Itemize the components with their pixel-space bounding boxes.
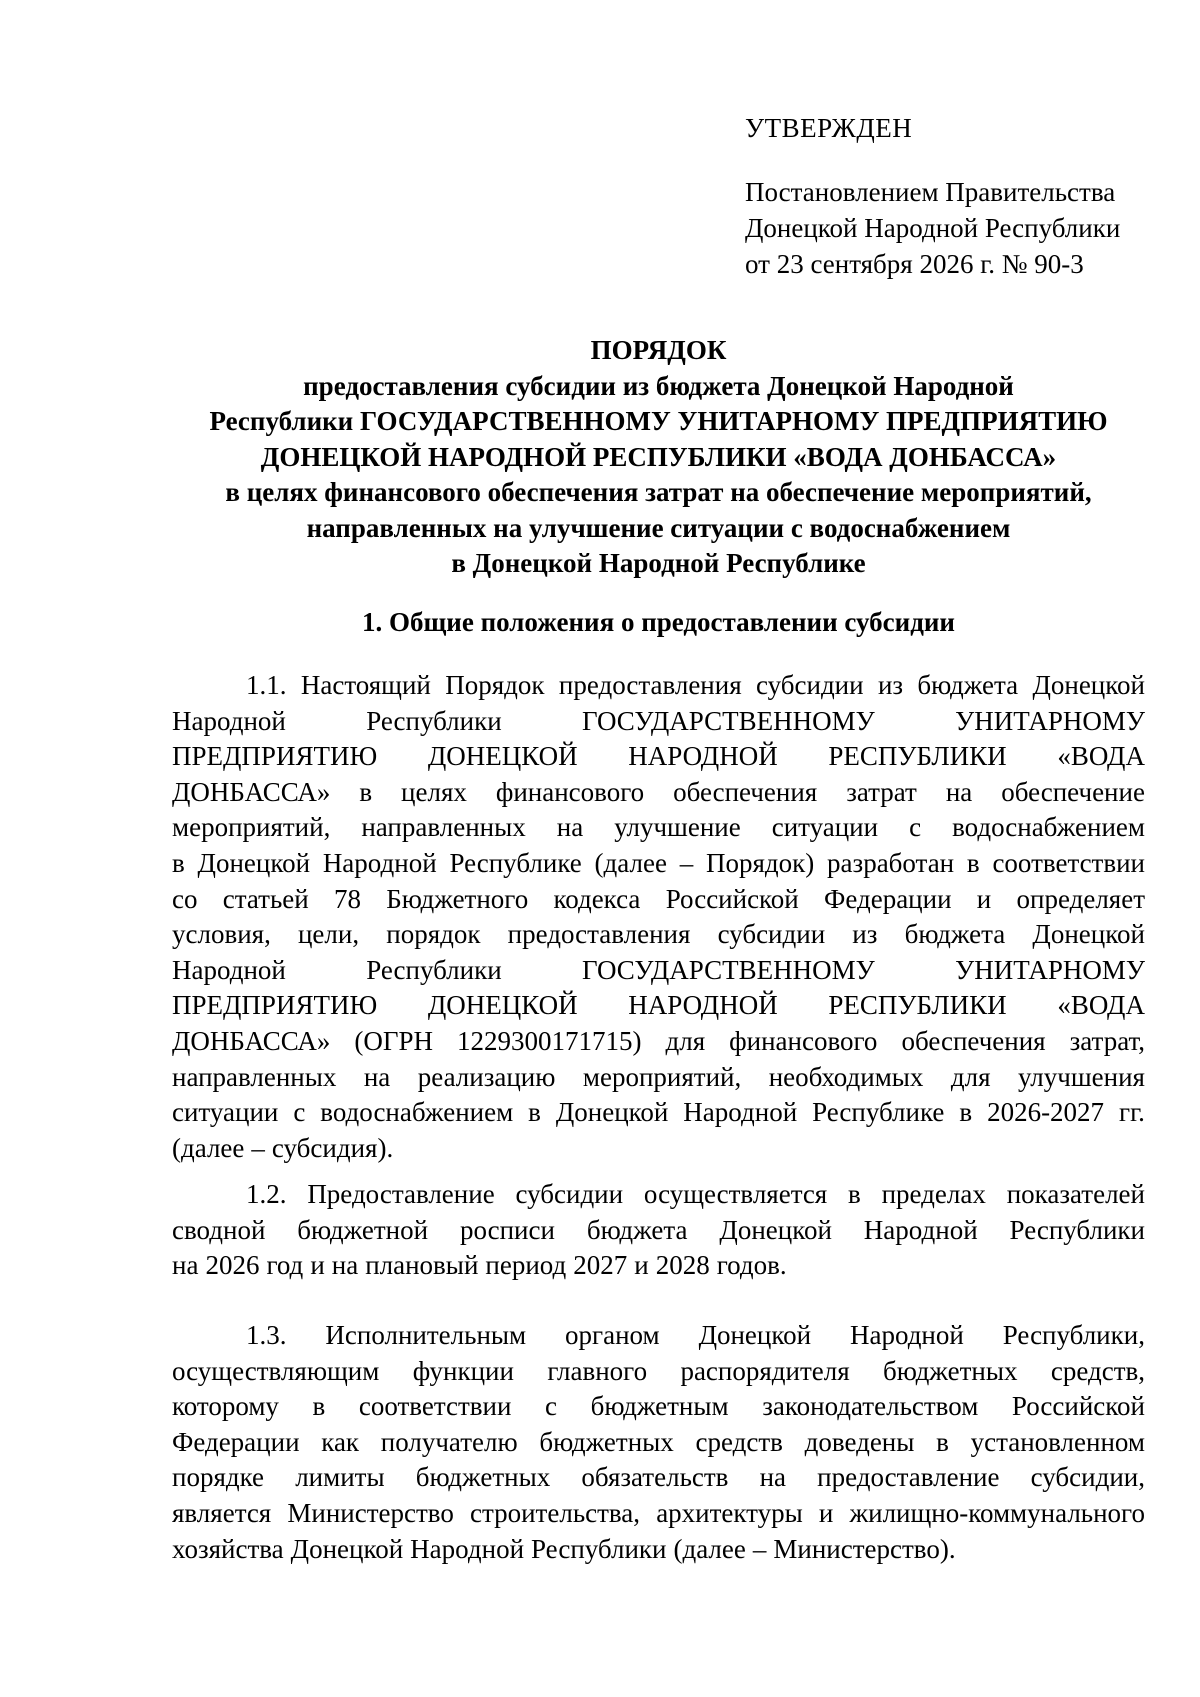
word: с — [545, 1391, 557, 1422]
word: разработан — [827, 847, 955, 878]
paragraph-line — [172, 810, 1145, 846]
word: лимиты — [295, 1462, 385, 1493]
word: строительства, — [470, 1497, 641, 1528]
paragraph-line — [172, 1131, 1145, 1167]
word: условия, — [172, 919, 271, 950]
word: Донецкой — [1032, 670, 1145, 700]
word: субсидии — [515, 1179, 624, 1209]
word: обеспечение — [1001, 776, 1145, 807]
word: Республики — [531, 1533, 667, 1564]
word: период — [485, 1250, 567, 1281]
word: и — [310, 1250, 325, 1281]
word: обеспечения — [901, 1025, 1046, 1056]
word: получателю — [380, 1426, 518, 1457]
word: – — [679, 847, 694, 878]
word: 2027 — [573, 1250, 628, 1281]
word: Республики, — [1002, 1320, 1145, 1350]
paragraph-line — [172, 1496, 1145, 1532]
paragraph-line — [172, 882, 1145, 918]
paragraph-line — [172, 1532, 1145, 1568]
word: предоставления — [507, 919, 691, 950]
word: необходимых — [768, 1061, 924, 1092]
word: на — [331, 1250, 359, 1281]
word: бюджетных — [883, 1355, 1018, 1386]
word: Республики — [1009, 1214, 1145, 1245]
word: Министерство — [287, 1497, 454, 1528]
word: Народной — [410, 1533, 525, 1564]
word: органом — [565, 1320, 660, 1350]
word: Донецкой — [1032, 919, 1145, 950]
word: Донецкой — [197, 847, 311, 878]
word: порядок — [386, 919, 481, 950]
word: год — [266, 1250, 304, 1281]
decree-line: Донецкой Народной Республики — [745, 213, 1121, 243]
paragraph-line — [172, 1354, 1145, 1390]
word: направленных — [361, 812, 526, 843]
word: которому — [172, 1391, 279, 1422]
word: целях — [401, 776, 467, 807]
word: бюджетным — [590, 1391, 729, 1422]
paragraph-1-3 — [172, 1318, 1145, 1567]
title-line: в Донецкой Народной Республике — [451, 548, 866, 578]
word: бюджетных — [415, 1462, 551, 1493]
word: Донецкой — [698, 1320, 812, 1350]
word: определяет — [1016, 883, 1145, 914]
document-title — [172, 333, 1145, 582]
word: Народной — [849, 1320, 964, 1350]
title-line: предоставления субсидии из бюджета Донецкой Народной — [303, 370, 1014, 401]
word: Порядок — [445, 670, 545, 700]
word: для — [950, 1061, 991, 1092]
word: Российской — [665, 883, 799, 914]
word: и — [634, 1250, 649, 1281]
word: в — [959, 1097, 973, 1128]
word: Республике — [812, 1097, 945, 1128]
word: Республике — [449, 847, 582, 878]
paragraph-line — [172, 1318, 1145, 1354]
word: (далее — [594, 847, 667, 878]
decree-line: Постановлением Правительства — [745, 177, 1116, 207]
word: ДОНБАССА» — [172, 1025, 331, 1056]
word: хозяйства — [172, 1533, 284, 1564]
paragraph-line — [172, 739, 1145, 775]
word: затрат, — [1069, 1025, 1145, 1056]
word: затрат — [846, 776, 917, 807]
word: в — [359, 776, 373, 807]
word: финансового — [495, 776, 645, 807]
word: ДОНБАССА» — [172, 776, 331, 807]
paragraph-line — [172, 668, 1145, 704]
word: средств — [695, 1426, 783, 1457]
word: из — [852, 919, 878, 950]
word: Предоставление — [307, 1179, 495, 1209]
word: Народной — [683, 1097, 798, 1128]
word: Народной — [172, 705, 286, 736]
word: предоставление — [817, 1462, 1000, 1493]
word: субсидии, — [1030, 1462, 1145, 1493]
paragraph-1-2 — [172, 1177, 1145, 1284]
word: Народной — [322, 847, 437, 878]
word: распорядителя — [680, 1355, 850, 1386]
word: 1229300171715) — [457, 1025, 642, 1056]
word: на — [556, 812, 584, 843]
paragraph-line — [172, 1060, 1145, 1096]
word: Исполнительным — [325, 1320, 527, 1350]
word: обеспечения — [673, 776, 818, 807]
word: мероприятий, — [582, 1061, 742, 1092]
word: средств, — [1050, 1355, 1145, 1386]
word: плановый — [365, 1250, 479, 1281]
word: для — [665, 1025, 706, 1056]
word: Народной — [172, 954, 286, 985]
word: на — [172, 1250, 199, 1281]
word: с — [293, 1097, 306, 1128]
word: с — [909, 812, 922, 843]
paragraph-line — [172, 988, 1145, 1024]
title-line: ПОРЯДОК — [590, 335, 727, 365]
section-heading: 1. Общие положения о предоставлении субсидии — [362, 607, 955, 637]
word: Министерство). — [773, 1533, 956, 1564]
word: и — [976, 883, 992, 914]
paragraph-line — [172, 1460, 1145, 1496]
word: Республики — [366, 954, 502, 985]
word: главного — [547, 1355, 648, 1386]
paragraph-line — [172, 1248, 1145, 1284]
title-line: в целях финансового обеспечения затрат на обеспечение мероприятий, — [225, 477, 1092, 507]
word: ДОНЕЦКОЙ — [427, 741, 578, 772]
word: 1.1. — [246, 670, 287, 700]
word: цели, — [297, 919, 360, 950]
word: предоставления — [558, 670, 742, 700]
paragraph-line — [172, 1177, 1145, 1213]
word: пределах — [881, 1179, 986, 1209]
word: как — [321, 1426, 360, 1457]
word: соответствии — [992, 847, 1145, 878]
word: 2026 — [205, 1250, 260, 1281]
paragraph-1-1 — [172, 668, 1145, 1166]
word: обязательств — [581, 1462, 729, 1493]
word: сводной — [172, 1214, 266, 1245]
paragraph-line — [172, 704, 1145, 740]
word: (далее — [172, 1132, 245, 1163]
word: в — [528, 1097, 541, 1128]
word: Порядок) — [706, 847, 815, 878]
word: росписи — [459, 1214, 555, 1245]
word: ГОСУДАРСТВЕННОМУ — [582, 705, 875, 736]
word: (далее — [673, 1533, 746, 1564]
word: направленных — [172, 1061, 337, 1092]
word: показателей — [1006, 1179, 1145, 1209]
word: из — [877, 670, 904, 700]
word: Донецкой — [290, 1533, 404, 1564]
word: УНИТАРНОМУ — [955, 705, 1145, 736]
word: мероприятий, — [172, 812, 331, 843]
word: архитектуры — [656, 1497, 803, 1528]
word: законодательством — [762, 1391, 979, 1422]
paragraph-line — [172, 1213, 1145, 1249]
paragraph-line — [172, 917, 1145, 953]
word: бюджета — [586, 1214, 688, 1245]
word: НАРОДНОЙ — [628, 741, 778, 772]
word: в — [936, 1426, 949, 1457]
word: статьей — [222, 883, 309, 914]
word: субсидии — [756, 670, 864, 700]
word: 2028 — [655, 1250, 710, 1281]
approval-block — [745, 110, 1165, 282]
word: установленном — [970, 1426, 1145, 1457]
word: в — [312, 1391, 326, 1422]
title-line: ДОНЕЦКОЙ НАРОДНОЙ РЕСПУБЛИКИ «ВОДА ДОНБАССА» — [260, 441, 1057, 472]
word: 78 — [333, 883, 361, 914]
word: ПРЕДПРИЯТИЮ — [172, 990, 378, 1021]
word: гг. — [1119, 1097, 1145, 1128]
word: водоснабжением — [952, 812, 1145, 843]
word: УНИТАРНОМУ — [955, 954, 1145, 985]
word: ДОНЕЦКОЙ — [427, 990, 578, 1021]
word: на — [945, 776, 973, 807]
word: в — [172, 847, 185, 878]
word: (ОГРН — [354, 1025, 434, 1056]
decree-line: от 23 сентября 2026 г. № 90-3 — [745, 249, 1084, 279]
word: в — [848, 1179, 861, 1209]
word: ситуации — [172, 1097, 279, 1128]
word: улучшение — [614, 812, 741, 843]
paragraph-line — [172, 1389, 1145, 1425]
word: бюджета — [904, 919, 1006, 950]
word: Российской — [1011, 1391, 1145, 1422]
paragraph-line — [172, 846, 1145, 882]
title-line: направленных на улучшение ситуации с водоснабжением — [306, 512, 1011, 543]
word: Федерации — [172, 1426, 300, 1457]
word: – — [251, 1132, 265, 1163]
word: реализацию — [417, 1061, 556, 1092]
word: на — [759, 1462, 787, 1493]
word: Народной — [863, 1214, 978, 1245]
word: ПРЕДПРИЯТИЮ — [172, 741, 378, 772]
word: Донецкой — [555, 1097, 669, 1128]
word: Республики — [366, 705, 502, 736]
word: является — [172, 1497, 272, 1528]
word: жилищно-коммунального — [849, 1497, 1145, 1528]
word: ГОСУДАРСТВЕННОМУ — [582, 954, 875, 985]
approval-stamp: УТВЕРЖДЕН — [745, 113, 913, 143]
word: бюджета — [917, 670, 1019, 700]
title-line: Республики ГОСУДАРСТВЕННОМУ УНИТАРНОМУ ПРЕДПРИЯТИЮ — [209, 406, 1108, 436]
word: 1.2. — [246, 1179, 287, 1209]
word: 2026-2027 — [987, 1097, 1105, 1128]
paragraph-line — [172, 953, 1145, 989]
word: и — [818, 1497, 834, 1528]
word: функции — [412, 1355, 514, 1386]
paragraph-line — [172, 1095, 1145, 1131]
word: 1.3. — [246, 1320, 287, 1350]
word: финансового — [729, 1025, 878, 1056]
word: – — [752, 1533, 767, 1564]
word: на — [363, 1061, 391, 1092]
word: РЕСПУБЛИКИ — [828, 741, 1007, 772]
word: «ВОДА — [1057, 741, 1145, 772]
word: субсидия). — [271, 1132, 394, 1163]
word: в — [966, 847, 980, 878]
word: бюджетной — [297, 1214, 429, 1245]
word: «ВОДА — [1057, 990, 1145, 1021]
word: Бюджетного — [386, 883, 529, 914]
word: порядке — [172, 1462, 265, 1493]
word: бюджетных — [539, 1426, 674, 1457]
word: субсидии — [717, 919, 826, 950]
paragraph-line — [172, 775, 1145, 811]
word: кодекса — [553, 883, 641, 914]
word: соответствии — [358, 1391, 512, 1422]
word: водоснабжением — [320, 1097, 514, 1128]
word: Настоящий — [300, 670, 431, 700]
word: РЕСПУБЛИКИ — [828, 990, 1007, 1021]
word: улучшения — [1017, 1061, 1145, 1092]
word: НАРОДНОЙ — [628, 990, 778, 1021]
paragraph-line — [172, 1425, 1145, 1461]
word: ситуации — [771, 812, 879, 843]
word: доведены — [804, 1426, 915, 1457]
word: со — [172, 883, 198, 914]
word: годов. — [716, 1250, 787, 1281]
word: осуществляющим — [172, 1355, 380, 1386]
paragraph-line — [172, 1024, 1145, 1060]
word: осуществляется — [643, 1179, 828, 1209]
word: Донецкой — [719, 1214, 832, 1245]
word: Федерации — [824, 883, 952, 914]
